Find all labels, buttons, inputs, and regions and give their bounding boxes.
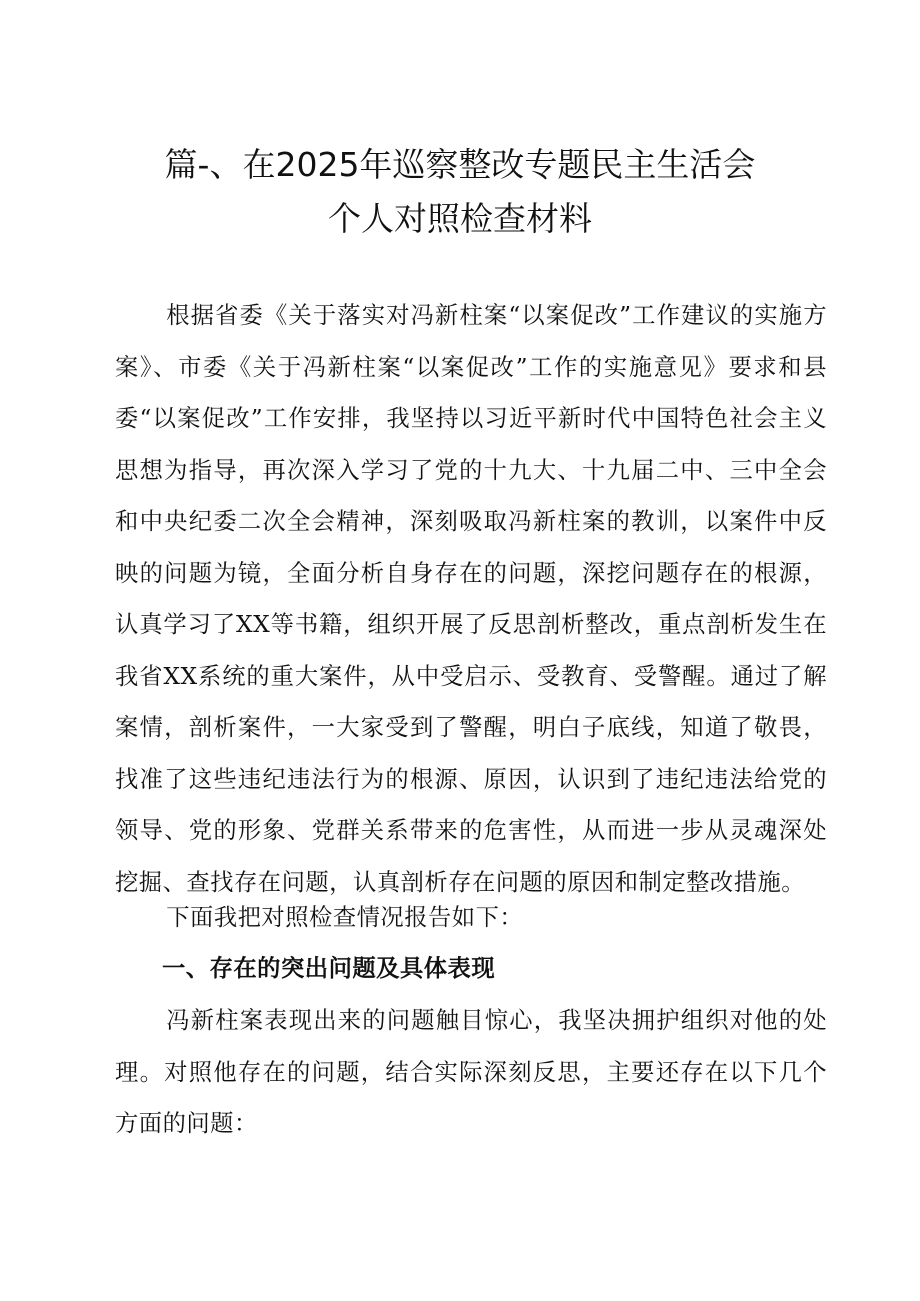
document-title-line1: 篇-、在2025年巡察整改专题民主生活会 [164,145,756,184]
paragraph-report-lead-text: 下面我把对照检查情况报告如下： [166,904,524,931]
paragraph-report-lead [115,892,827,944]
paragraph-problems [115,995,827,1150]
section-heading-1: 一、存在的突出问题及具体表现 [162,955,496,982]
paragraph-problems-text: 冯新柱案表现出来的问题触目惊心，我坚决拥护组织对他的处理。对照他存在的问题，结合实际深刻反思，主要还存在以下几个方面的问题： [115,1007,827,1137]
document-title-line2: 个人对照检查材料 [328,199,592,238]
paragraph-intro-text: 根据省委《关于落实对冯新柱案“以案促改”工作建议的实施方案》、市委《关于冯新柱案“以案促改”工作的实施意见》要求和县委“以案促改”工作安排，我坚持以习近平新时代中国特色社会主义思想为指导，再次深入学习了党的十九大、十九届二中、三中全会和中央纪委二次全会精神，深刻吸取冯新柱案的教训，以案件中反映的问题为镜，全面分析自身存在的问题，深挖问题存在的根源，认真学习了XX等书籍，组织开展了反思剖析整改，重点剖析发生在我省XX系统的重大案件，从中受启示、受教育、受警醒。通过了解案情，剖析案件，一大家受到了警醒，明白子底线，知道了敬畏，找准了这些违纪违法行为的根源、原因，认识到了违纪违法给党的领导、党的形象、党群关系带来的危害性，从而进一步从灵魂深处挖掘、查找存在问题，认真剖析存在问题的原因和制定整改措施。 [115,302,827,896]
paragraph-intro [115,290,827,908]
